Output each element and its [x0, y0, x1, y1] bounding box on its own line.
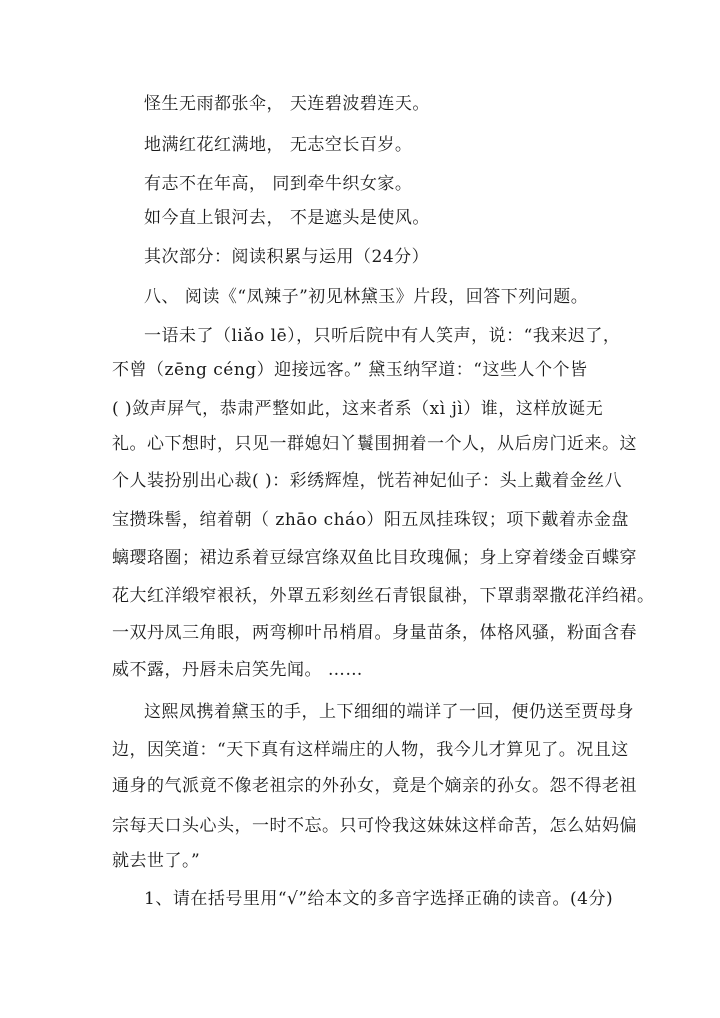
passage-line: 个人装扮别出心裁( )：彩绣辉煌，恍若神妃仙子：头上戴着金丝八 — [112, 471, 623, 491]
poem-line: 怪生无雨都张伞， 天连碧波碧连天。 — [144, 94, 430, 114]
passage-line: 一双丹凤三角眼，两弯柳叶吊梢眉。身量苗条，体格风骚，粉面含春 — [112, 623, 637, 643]
passage-line: 就去世了。” — [112, 851, 201, 871]
poem-line: 如今直上银河去， 不是遮头是使风。 — [144, 208, 430, 228]
passage-line: 威不露，丹唇未启笑先闻。 …… — [112, 660, 363, 680]
passage-line: 不曾（zēng céng）迎接远客。” 黛玉纳罕道：“这些人个个皆 — [112, 360, 588, 380]
passage-line: 通身的气派竟不像老祖宗的外孙女，竟是个嫡亲的孙女。怨不得老祖 — [112, 776, 637, 796]
passage-line: 螭璎珞圈；裙边系着豆绿宫绦双鱼比目玫瑰佩；身上穿着缕金百蝶穿 — [112, 548, 637, 568]
passage-line: 花大红洋缎窄裉袄，外罩五彩刻丝石青银鼠褂，下罩翡翠撒花洋绉裙。 — [112, 586, 655, 606]
passage-line: 这熙凤携着黛玉的手，上下细细的端详了一回，便仍送至贾母身 — [144, 702, 634, 722]
passage-line: 宝攒珠髻，绾着朝（ zhāo cháo）阳五凤挂珠钗；项下戴着赤金盘 — [112, 510, 629, 530]
question-heading: 八、 阅读《“凤辣子”初见林黛玉》片段，回答下列问题。 — [144, 287, 589, 307]
poem-line: 有志不在年高， 同到牵牛织女家。 — [144, 174, 413, 194]
passage-line: 一语未了（liǎo lē），只听后院中有人笑声，说：“我来迟了， — [144, 326, 621, 346]
passage-line: 宗每天口头心头，一时不忘。只可怜我这妹妹这样命苦，怎么姑妈偏 — [112, 816, 637, 836]
question-item: 1、请在括号里用“√”给本文的多音字选择正确的读音。(4分) — [144, 889, 614, 909]
passage-line: 边，因笑道：“天下真有这样端庄的人物，我今儿才算见了。况且这 — [112, 740, 629, 760]
poem-line: 地满红花红满地， 无志空长百岁。 — [144, 135, 413, 155]
section-title: 其次部分：阅读积累与运用（24分） — [144, 247, 430, 267]
passage-line: ( )敛声屏气，恭肃严整如此，这来者系（xì jì）谁，这样放诞无 — [112, 399, 604, 419]
passage-line: 礼。心下想时，只见一群媳妇丫鬟围拥着一个人，从后房门近来。这 — [112, 434, 637, 454]
